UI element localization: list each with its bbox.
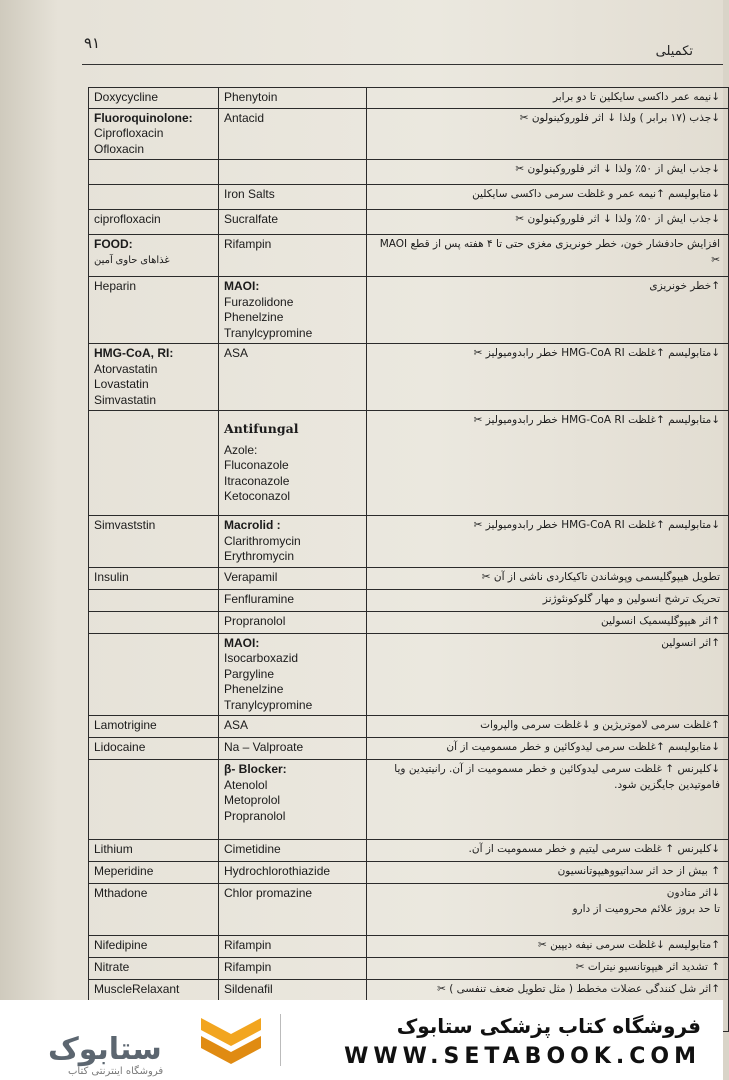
effect-text: ↓متابولیسم ↑غلظت HMG-CoA RI خطر رابدومیولیز ✂ bbox=[473, 414, 720, 426]
chevron-logo-icon bbox=[196, 1010, 266, 1070]
drug-name: Erythromycin bbox=[224, 549, 295, 563]
table-row bbox=[89, 277, 729, 344]
drug-name: ASA bbox=[224, 346, 249, 360]
effect-cell bbox=[367, 633, 729, 716]
effect-cell bbox=[367, 862, 729, 884]
effect-cell bbox=[367, 210, 729, 235]
drug-cell bbox=[89, 862, 219, 884]
effect-text: ↓متابولیسم ↑نیمه عمر و غلظت سرمی داکسی سایکلین bbox=[472, 188, 720, 200]
drug-cell bbox=[89, 88, 219, 109]
interacting-drug-cell bbox=[219, 88, 367, 109]
drug-cell bbox=[89, 738, 219, 760]
store-logo bbox=[20, 1014, 190, 1077]
drug-name: Isocarboxazid bbox=[224, 651, 299, 665]
effect-cell bbox=[367, 344, 729, 411]
drug-name: Fluoroquinolone: bbox=[94, 110, 193, 125]
drug-name: MuscleRelaxant bbox=[94, 982, 180, 996]
effect-text: ↑ بیش از حد اثر سداتیووهیپوتانسیون bbox=[557, 865, 720, 877]
drug-name: Lovastatin bbox=[94, 377, 149, 391]
table-row bbox=[89, 958, 729, 980]
effect-text: ↓جذب ایش از ۵۰٪ ولذا ↓ اثر فلوروکینولون ✂ bbox=[515, 163, 720, 175]
table-row bbox=[89, 840, 729, 862]
interacting-drug-cell bbox=[219, 862, 367, 884]
drug-name: Atenolol bbox=[224, 777, 268, 792]
effect-cell bbox=[367, 160, 729, 185]
drug-name: Antifungal bbox=[224, 421, 299, 436]
drug-cell bbox=[89, 884, 219, 936]
interacting-drug-cell bbox=[219, 160, 367, 185]
drug-name: Ciprofloxacin bbox=[94, 126, 164, 140]
drug-name: Atorvastatin bbox=[94, 361, 158, 376]
drug-cell bbox=[89, 516, 219, 568]
effect-text: ↑اثر شل کنندگی عضلات مخطط ( مثل تطویل ضعف تنفسی ) ✂ bbox=[437, 983, 720, 995]
page-number: ۹۱ bbox=[84, 34, 101, 52]
table-row bbox=[89, 884, 729, 936]
effect-cell bbox=[367, 88, 729, 109]
effect-cell bbox=[367, 958, 729, 980]
drug-name: Lamotrigine bbox=[94, 718, 157, 732]
interacting-drug-cell bbox=[219, 840, 367, 862]
drug-cell bbox=[89, 344, 219, 411]
drug-name: Heparin bbox=[94, 279, 137, 293]
interacting-drug-cell bbox=[219, 589, 367, 611]
effect-cell bbox=[367, 738, 729, 760]
drug-name: Metoprolol bbox=[224, 793, 281, 807]
drug-name: غذاهای حاوی آمین bbox=[94, 254, 170, 266]
drug-cell bbox=[89, 185, 219, 210]
effect-cell bbox=[367, 936, 729, 958]
chapter-title: تکمیلی bbox=[655, 44, 693, 59]
interacting-drug-cell bbox=[219, 516, 367, 568]
interacting-drug-cell bbox=[219, 738, 367, 760]
effect-cell bbox=[367, 840, 729, 862]
table-row bbox=[89, 611, 729, 633]
table-row bbox=[89, 738, 729, 760]
table-row bbox=[89, 862, 729, 884]
drug-name: Ofloxacin bbox=[94, 141, 145, 156]
drug-cell bbox=[89, 160, 219, 185]
header-rule bbox=[82, 64, 723, 65]
store-url: WWW.SETABOOK.COM bbox=[344, 1044, 701, 1069]
drug-name: Sucralfate bbox=[224, 212, 279, 226]
effect-text: ↑غلظت سرمی لاموتریژین و ↓غلظت سرمی والپروات bbox=[480, 719, 720, 731]
drug-name: Clarithromycin bbox=[224, 533, 301, 548]
drug-cell bbox=[89, 589, 219, 611]
table-row bbox=[89, 108, 729, 160]
interacting-drug-cell bbox=[219, 716, 367, 738]
table-row bbox=[89, 567, 729, 589]
effect-cell bbox=[367, 185, 729, 210]
drug-name: Ketoconazol bbox=[224, 489, 291, 503]
drug-cell bbox=[89, 611, 219, 633]
drug-name: Itraconazole bbox=[224, 473, 290, 488]
effect-text: ↑اثر هیپوگلیسمیک انسولین bbox=[600, 614, 720, 627]
table-row bbox=[89, 88, 729, 109]
interacting-drug-cell bbox=[219, 884, 367, 936]
effect-text: ↑متابولیسم ↓غلظت سرمی نیفه دیپین ✂ bbox=[538, 939, 720, 951]
drug-name: Nifedipine bbox=[94, 938, 148, 952]
table-row bbox=[89, 235, 729, 277]
effect-text: ↑خطر خونریزی bbox=[649, 280, 720, 292]
drug-name: β- Blocker: bbox=[224, 762, 287, 776]
drug-name: Phenytoin bbox=[224, 90, 278, 104]
drug-cell bbox=[89, 840, 219, 862]
drug-name: Rifampin bbox=[224, 237, 272, 251]
drug-name: MAOI: bbox=[224, 279, 260, 293]
interacting-drug-cell bbox=[219, 277, 367, 344]
drug-name: Meperidine bbox=[94, 864, 154, 878]
drug-name: Azole: bbox=[224, 442, 258, 457]
table-row bbox=[89, 760, 729, 840]
drug-name: Mthadone bbox=[94, 886, 148, 900]
table-row bbox=[89, 210, 729, 235]
drug-name: Tranylcypromine bbox=[224, 325, 313, 340]
drug-name: FOOD: bbox=[94, 237, 133, 251]
interacting-drug-cell bbox=[219, 936, 367, 958]
drug-cell bbox=[89, 936, 219, 958]
drug-name: Pargyline bbox=[224, 666, 275, 681]
interacting-drug-cell bbox=[219, 760, 367, 840]
drug-name: Simvaststin bbox=[94, 518, 156, 532]
drug-name: Rifampin bbox=[224, 960, 272, 974]
effect-cell bbox=[367, 884, 729, 936]
effect-text: ↑ تشدید اثر هیپوتانسیو نیترات ✂ bbox=[575, 961, 720, 973]
interacting-drug-cell bbox=[219, 185, 367, 210]
drug-name: Phenelzine bbox=[224, 682, 284, 696]
drug-name: Na – Valproate bbox=[224, 740, 304, 754]
drug-name: Lithium bbox=[94, 842, 133, 856]
effect-text: ↓نیمه عمر داکسی سایکلین تا دو برابر bbox=[552, 91, 720, 103]
interacting-drug-cell bbox=[219, 611, 367, 633]
effect-text: ↓اثر متادون bbox=[666, 887, 720, 899]
drug-name: Sildenafil bbox=[224, 982, 273, 996]
effect-text: فاموتیدین جایگزین شود. bbox=[614, 778, 720, 791]
drug-name: Iron Salts bbox=[224, 187, 275, 201]
drug-name: Nitrate bbox=[94, 960, 130, 974]
table-row bbox=[89, 633, 729, 716]
effect-cell bbox=[367, 235, 729, 277]
effect-text: ↓جذب (۱۷ برابر ) ولذا ↓ اثر فلوروکینولون ✂ bbox=[519, 111, 720, 124]
effect-text: ↓کلیرنس ↑ غلظت سرمی لیتیم و خطر مسمومیت از آن. bbox=[468, 843, 720, 855]
effect-cell bbox=[367, 567, 729, 589]
drug-name: Verapamil bbox=[224, 569, 278, 584]
drug-name: Hydrochlorothiazide bbox=[224, 864, 331, 878]
effect-cell bbox=[367, 716, 729, 738]
drug-name: Insulin bbox=[94, 569, 129, 584]
effect-cell bbox=[367, 411, 729, 516]
drug-name: Doxycycline bbox=[94, 90, 159, 104]
drug-cell bbox=[89, 235, 219, 277]
drug-name: Fluconazole bbox=[224, 458, 289, 472]
effect-cell bbox=[367, 611, 729, 633]
table-row bbox=[89, 411, 729, 516]
effect-text: ↓کلیرنس ↑ غلظت سرمی لیدوکائین و خطر مسمومیت از آن. رانیتیدین ویا bbox=[394, 763, 720, 775]
effect-text: تحریک ترشح انسولین و مهار گلوکونئوژنز bbox=[542, 592, 720, 605]
effect-cell bbox=[367, 277, 729, 344]
drug-name: MAOI: bbox=[224, 635, 260, 650]
effect-text: تا حد بروز علائم محرومیت از دارو bbox=[572, 902, 720, 915]
drug-cell bbox=[89, 210, 219, 235]
drug-name: ciprofloxacin bbox=[94, 212, 161, 226]
table-row bbox=[89, 185, 729, 210]
drug-name: Simvastatin bbox=[94, 392, 157, 407]
store-name: فروشگاه کتاب پزشکی ستابوک bbox=[396, 1014, 701, 1038]
drug-name: Antacid bbox=[224, 110, 265, 125]
drug-cell bbox=[89, 716, 219, 738]
effect-text: تطویل هیپوگلیسمی وپوشاندن تاکیکاردی ناشی از آن ✂ bbox=[481, 570, 720, 583]
effect-text: ✂ bbox=[711, 253, 720, 266]
store-banner bbox=[0, 1000, 723, 1080]
drug-name: ASA bbox=[224, 718, 249, 732]
interacting-drug-cell bbox=[219, 344, 367, 411]
table-row bbox=[89, 589, 729, 611]
drug-cell bbox=[89, 108, 219, 160]
effect-cell bbox=[367, 589, 729, 611]
table-row bbox=[89, 716, 729, 738]
interacting-drug-cell bbox=[219, 567, 367, 589]
drug-name: Tranylcypromine bbox=[224, 697, 313, 712]
effect-text: ↑اثر انسولین bbox=[661, 636, 720, 649]
effect-cell bbox=[367, 760, 729, 840]
drug-cell bbox=[89, 958, 219, 980]
effect-text: ↓متابولیسم ↑غلظت HMG-CoA RI خطر رابدومیولیز ✂ bbox=[473, 347, 720, 359]
drug-cell bbox=[89, 567, 219, 589]
interacting-drug-cell bbox=[219, 108, 367, 160]
interacting-drug-cell bbox=[219, 633, 367, 716]
drug-cell bbox=[89, 277, 219, 344]
drug-name: Cimetidine bbox=[224, 842, 281, 856]
drug-name: Macrolid : bbox=[224, 518, 281, 532]
drug-name: Rifampin bbox=[224, 938, 272, 952]
interacting-drug-cell bbox=[219, 210, 367, 235]
drug-name: HMG-CoA, RI: bbox=[94, 346, 174, 360]
interacting-drug-cell bbox=[219, 411, 367, 516]
effect-text: ↓جذب ایش از ۵۰٪ ولذا ↓ اثر فلوروکینولون ✂ bbox=[515, 213, 720, 225]
drug-cell bbox=[89, 760, 219, 840]
effect-text: ↓متابولیسم ↑غلظت HMG-CoA RI خطر رابدومیولیز ✂ bbox=[473, 519, 720, 531]
drug-interaction-table bbox=[88, 87, 729, 1032]
drug-name: Lidocaine bbox=[94, 740, 146, 754]
drug-name: Propranolol bbox=[224, 808, 286, 823]
logo-wordmark: ستابوک bbox=[48, 1032, 162, 1067]
effect-cell bbox=[367, 516, 729, 568]
interacting-drug-cell bbox=[219, 235, 367, 277]
interacting-drug-cell bbox=[219, 958, 367, 980]
drug-name: Propranolol bbox=[224, 613, 286, 628]
drug-name: Phenelzine bbox=[224, 310, 284, 324]
effect-text: افزایش حادفشار خون، خطر خونریزی مغزی حتی تا ۴ هفته پس از قطع MAOI bbox=[379, 238, 720, 250]
table-row bbox=[89, 516, 729, 568]
drug-name: Fenfluramine bbox=[224, 591, 295, 606]
drug-name: Furazolidone bbox=[224, 294, 294, 309]
effect-text: ↓متابولیسم ↑غلظت سرمی لیدوکائین و خطر مسمومیت از آن bbox=[446, 741, 720, 753]
table-row bbox=[89, 344, 729, 411]
drug-cell bbox=[89, 411, 219, 516]
table-row bbox=[89, 160, 729, 185]
drug-name: Chlor promazine bbox=[224, 886, 313, 900]
logo-tagline: فروشگاه اینترنتی کتاب bbox=[68, 1066, 164, 1077]
drug-cell bbox=[89, 633, 219, 716]
divider bbox=[280, 1014, 281, 1066]
table-row bbox=[89, 936, 729, 958]
effect-cell bbox=[367, 108, 729, 160]
